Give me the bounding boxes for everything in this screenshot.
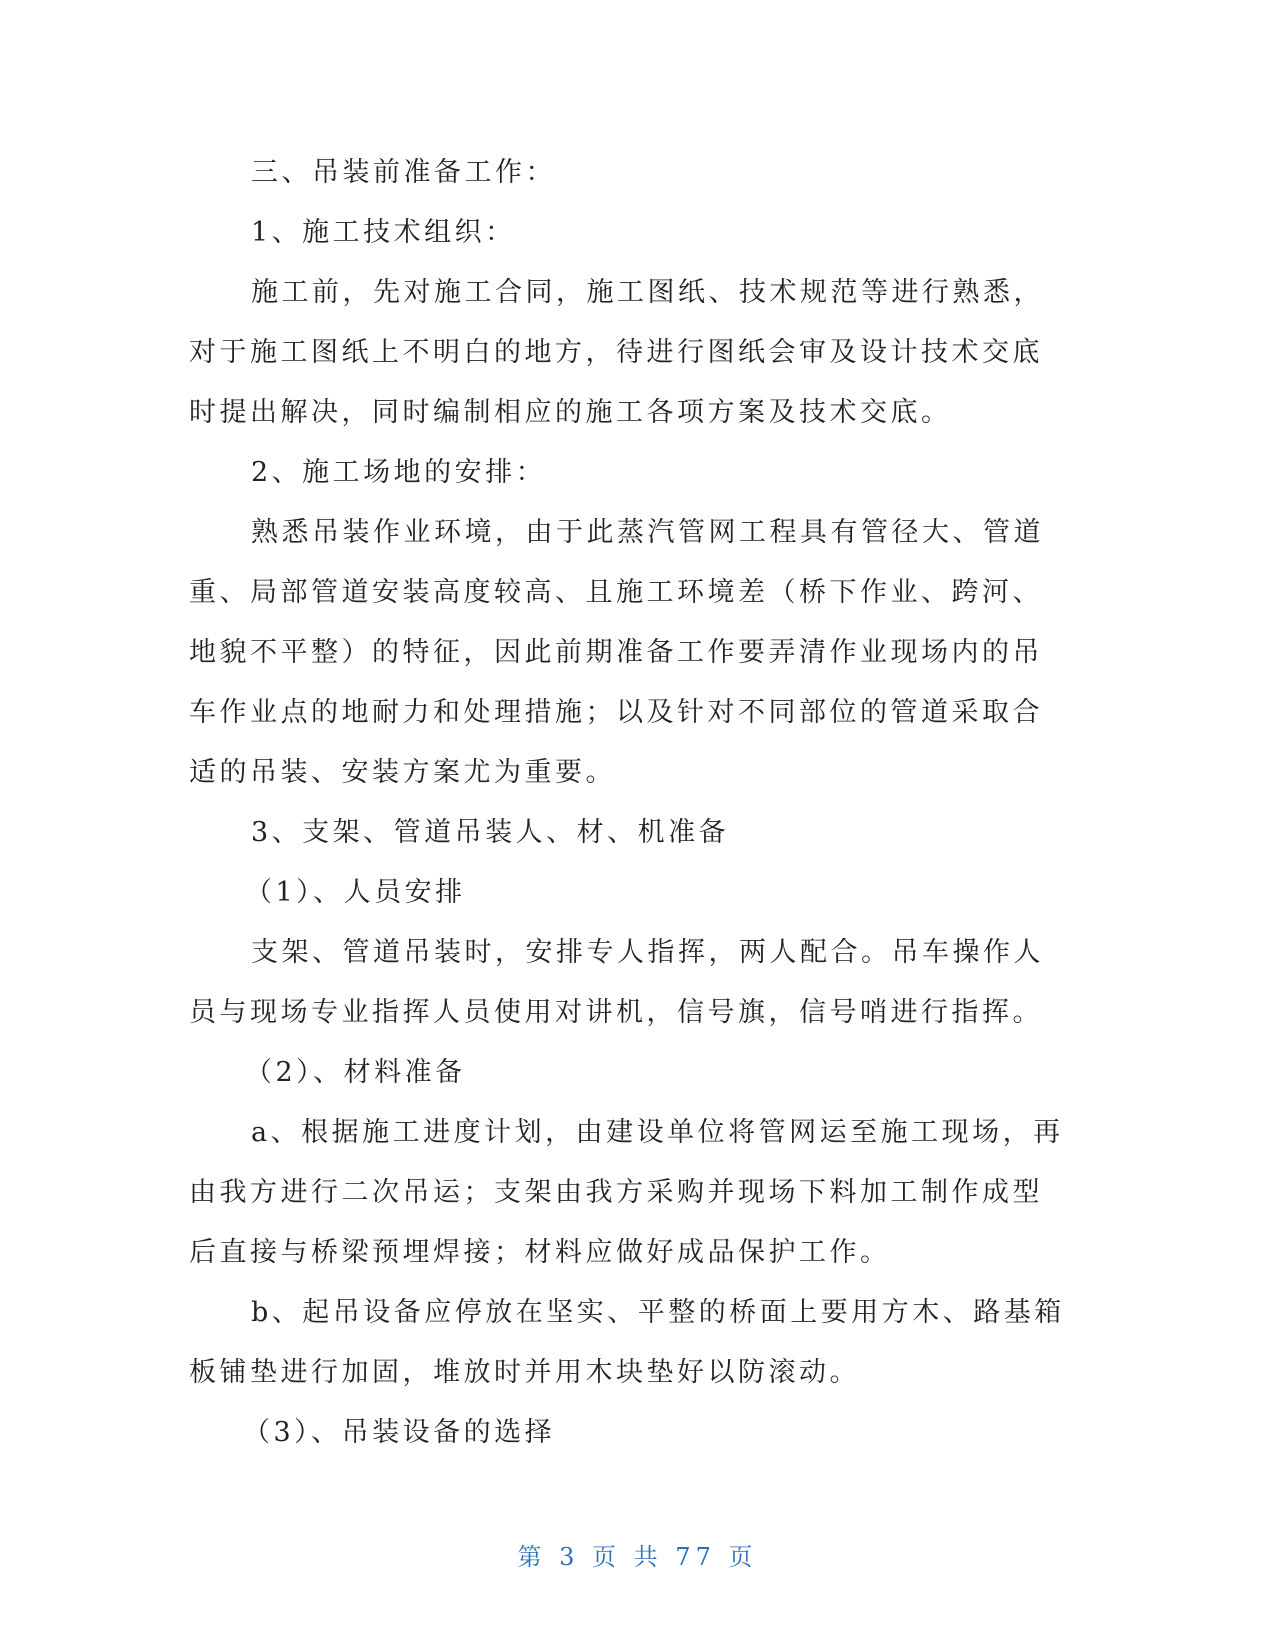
paragraph-line: 由我方进行二次吊运；支架由我方采购并现场下料加工制作成型 <box>189 1177 1043 1208</box>
paragraph-line: 熟悉吊装作业环境，由于此蒸汽管网工程具有管径大、管道 <box>251 517 1044 548</box>
paragraph-line: b、起吊设备应停放在坚实、平整的桥面上要用方木、路基箱 <box>251 1297 1065 1328</box>
paragraph-line: 时提出解决，同时编制相应的施工各项方案及技术交底。 <box>189 397 952 428</box>
paragraph-line: 支架、管道吊装时，安排专人指挥，两人配合。吊车操作人 <box>251 937 1044 968</box>
page-number-footer: 第 3 页 共 77 页 <box>517 1543 758 1571</box>
section-heading: 三、吊装前准备工作： <box>251 157 556 188</box>
paragraph-line: 重、局部管道安装高度较高、且施工环境差（桥下作业、跨河、 <box>189 577 1043 608</box>
paragraph-line: 后直接与桥梁预埋焊接；材料应做好成品保护工作。 <box>189 1237 891 1268</box>
paragraph-line: a、根据施工进度计划，由建设单位将管网运至施工现场，再 <box>251 1117 1064 1148</box>
paragraph-line: 车作业点的地耐力和处理措施；以及针对不同部位的管道采取合 <box>189 697 1043 728</box>
subsection-heading: 3、支架、管道吊装人、材、机准备 <box>251 817 730 848</box>
item-heading: （2）、材料准备 <box>245 1057 466 1088</box>
subsection-heading: 2、施工场地的安排： <box>251 457 547 488</box>
paragraph-line: 员与现场专业指挥人员使用对讲机，信号旗，信号哨进行指挥。 <box>189 997 1043 1028</box>
paragraph-line: 对于施工图纸上不明白的地方，待进行图纸会审及设计技术交底 <box>189 337 1043 368</box>
subsection-heading: 1、施工技术组织： <box>251 217 516 248</box>
item-heading: （1）、人员安排 <box>245 877 466 908</box>
document-body <box>189 143 1069 1463</box>
item-heading: （3）、吊装设备的选择 <box>243 1417 556 1448</box>
paragraph-line: 板铺垫进行加固，堆放时并用木块垫好以防滚动。 <box>189 1357 860 1388</box>
paragraph-line: 适的吊装、安装方案尤为重要。 <box>189 757 616 788</box>
paragraph-line: 施工前，先对施工合同，施工图纸、技术规范等进行熟悉， <box>251 277 1044 308</box>
paragraph-line: 地貌不平整）的特征，因此前期准备工作要弄清作业现场内的吊 <box>189 637 1043 668</box>
